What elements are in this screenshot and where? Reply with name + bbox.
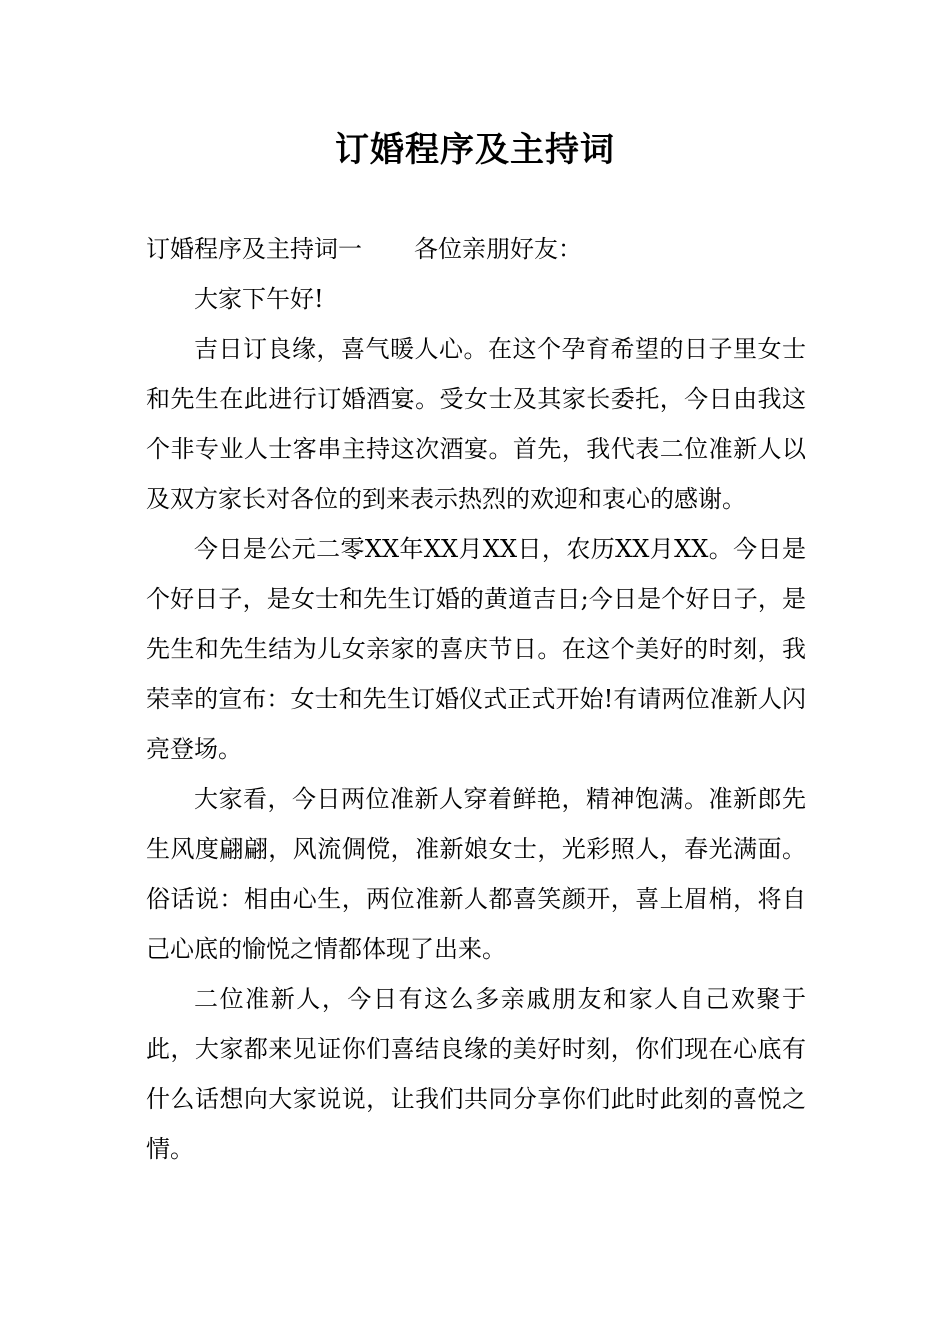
paragraph-4: 二位准新人，今日有这么多亲戚朋友和家人自己欢聚于此，大家都来见证你们喜结良缘的美好时刻，你们现在心底有什么话想向大家说说，让我们共同分享你们此时此刻的喜悦之情。	[146, 985, 806, 1163]
document-title: 订婚程序及主持词	[335, 130, 615, 170]
paragraph-2: 今日是公元二零XX年XX月XX日，农历XX月XX。今日是个好日子，是女士和先生订婚的黄道吉日;今日是个好日子，是先生和先生结为儿女亲家的喜庆节日。在这个美好的时刻，我荣幸的宣布：女士和先生订婚仪式正式开始!有请两位准新人闪亮登场。	[146, 535, 806, 763]
document-body	[146, 224, 806, 1174]
opening-line	[146, 224, 806, 274]
salutation: 各位亲朋好友：	[414, 235, 582, 263]
paragraph-3: 大家看，今日两位准新人穿着鲜艳，精神饱满。准新郎先生风度翩翩，风流倜傥，准新娘女士，光彩照人，春光满面。俗话说：相由心生，两位准新人都喜笑颜开，喜上眉梢，将自己心底的愉悦之情都体现了出来。	[146, 785, 806, 963]
section-heading: 订婚程序及主持词一	[146, 235, 362, 263]
paragraph-greeting: 大家下午好!	[194, 285, 324, 313]
paragraph-1: 吉日订良缘，喜气暖人心。在这个孕育希望的日子里女士和先生在此进行订婚酒宴。受女士及其家长委托，今日由我这个非专业人士客串主持这次酒宴。首先，我代表二位准新人以及双方家长对各位的到来表示热烈的欢迎和衷心的感谢。	[146, 335, 806, 513]
